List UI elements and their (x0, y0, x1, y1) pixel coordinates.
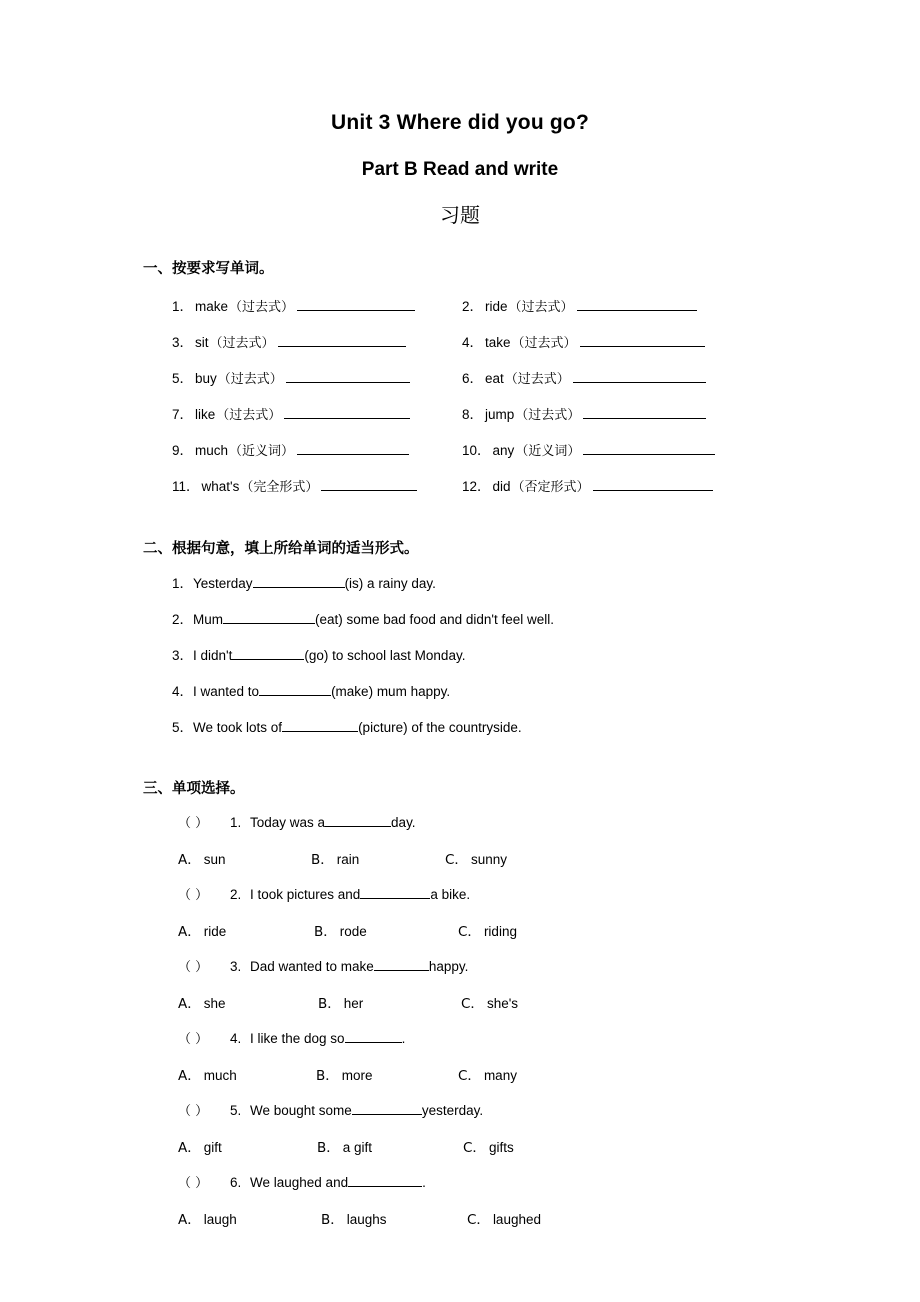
item-number: 5． (172, 720, 194, 735)
option-choice[interactable] (316, 1064, 373, 1084)
question-text-after: happy. (428, 958, 469, 974)
word-form-item (462, 439, 812, 459)
item-number: 11． (172, 478, 200, 494)
option-choice[interactable] (178, 992, 226, 1012)
option-text: ride (203, 923, 227, 939)
option-letter: B． (314, 923, 337, 940)
item-number: 2. (230, 886, 242, 902)
word-form-item (172, 439, 462, 459)
option-letter: B． (318, 995, 341, 1012)
answer-blank[interactable] (284, 406, 410, 419)
option-choice[interactable] (314, 920, 367, 940)
option-row (178, 848, 920, 884)
option-letter: C． (458, 923, 481, 940)
item-word: any (492, 442, 515, 458)
word-form-item (172, 295, 462, 315)
answer-blank[interactable] (297, 442, 409, 455)
item-number: 7． (172, 406, 194, 422)
option-text: laugh (203, 1211, 237, 1227)
question-text-after: . (422, 1174, 426, 1190)
fill-in-blank-item (172, 608, 920, 644)
item-number: 4． (462, 334, 484, 350)
option-letter: A． (178, 1211, 201, 1228)
answer-blank[interactable] (583, 442, 715, 455)
section-2-header: 二、根据句意，填上所给单词的适当形式。 (143, 540, 419, 557)
answer-bracket[interactable]: （ ） (178, 959, 209, 975)
word-form-row (172, 439, 812, 475)
option-letter: C． (467, 1211, 490, 1228)
option-row (178, 1064, 920, 1100)
fill-in-blank-item (172, 680, 920, 716)
answer-blank[interactable] (593, 478, 713, 491)
item-number: 1． (172, 576, 194, 591)
item-hint: （过去式） (504, 371, 570, 387)
option-letter: A． (178, 1067, 201, 1084)
option-text: rode (339, 923, 367, 939)
item-word: ride (485, 298, 508, 314)
option-letter: C． (445, 851, 468, 868)
item-hint: （过去式） (229, 299, 295, 315)
option-text: laughed (492, 1211, 541, 1227)
item-hint: （近义词） (515, 443, 581, 459)
answer-blank[interactable] (286, 370, 410, 383)
option-letter: A． (178, 1139, 201, 1156)
option-choice[interactable] (178, 1064, 237, 1084)
option-choice[interactable] (178, 1208, 237, 1228)
answer-blank[interactable] (232, 647, 304, 660)
item-word: make (195, 298, 229, 314)
option-text: many (483, 1067, 517, 1083)
section-1-header: 一、按要求写单词。 (143, 261, 274, 277)
option-text: she (203, 995, 226, 1011)
item-hint: （过去式） (511, 335, 577, 351)
option-choice[interactable] (461, 992, 518, 1012)
option-letter: C． (463, 1139, 486, 1156)
item-number: 3. (230, 958, 242, 974)
option-choice[interactable] (178, 1136, 222, 1156)
answer-blank[interactable] (583, 406, 706, 419)
word-form-row (172, 475, 812, 511)
item-hint: （过去式） (216, 407, 282, 423)
answer-blank[interactable] (278, 334, 406, 347)
answer-blank[interactable] (573, 370, 706, 383)
answer-bracket[interactable]: （ ） (178, 887, 209, 903)
item-number: 3． (172, 334, 194, 350)
word-form-row (172, 403, 812, 439)
item-number: 1. (230, 814, 242, 830)
option-row (178, 1136, 920, 1172)
item-word: like (195, 406, 216, 422)
option-text: much (203, 1067, 237, 1083)
answer-blank[interactable] (223, 611, 315, 624)
word-form-item (172, 367, 462, 387)
option-choice[interactable] (458, 920, 517, 940)
option-row (178, 992, 920, 1028)
option-choice[interactable] (317, 1136, 372, 1156)
multiple-choice-question (178, 1100, 920, 1136)
word-form-item (462, 331, 812, 351)
answer-bracket[interactable]: （ ） (178, 815, 209, 831)
option-text: laughs (346, 1211, 387, 1227)
item-hint: （过去式） (209, 335, 275, 351)
answer-blank[interactable] (348, 1174, 422, 1187)
item-number: 2． (172, 612, 194, 627)
answer-blank[interactable] (325, 814, 391, 827)
sentence-text-after: (is) a rainy day. (344, 576, 436, 591)
question-text-before: Today was a (250, 814, 326, 830)
option-choice[interactable] (463, 1136, 514, 1156)
option-letter: C． (458, 1067, 481, 1084)
word-form-row (172, 295, 812, 331)
sentence-text-before: Yesterday (193, 576, 253, 591)
option-choice[interactable] (178, 920, 226, 940)
option-text: riding (483, 923, 517, 939)
option-text: more (341, 1067, 373, 1083)
item-word: sit (195, 334, 209, 350)
item-hint: （过去式） (508, 299, 574, 315)
fill-in-blank-item (172, 572, 920, 608)
item-word: what's (201, 478, 240, 494)
option-choice[interactable] (311, 848, 359, 868)
fill-in-blank-item (172, 644, 920, 680)
word-form-item (462, 403, 812, 423)
item-word: did (492, 478, 511, 494)
item-number: 4． (172, 684, 194, 699)
answer-blank[interactable] (374, 958, 429, 971)
item-hint: （完全形式） (240, 479, 319, 495)
item-number: 2． (462, 298, 484, 314)
item-number: 6. (230, 1174, 242, 1190)
answer-blank[interactable] (297, 298, 415, 311)
answer-blank[interactable] (580, 334, 705, 347)
question-text-after: day. (391, 814, 416, 830)
sentence-text-after: (picture) of the countryside. (358, 720, 522, 735)
sentence-text-before: I wanted to (193, 684, 260, 699)
sentence-text-after: (make) mum happy. (331, 684, 451, 699)
question-text-before: We bought some (250, 1102, 352, 1118)
item-word: buy (195, 370, 217, 386)
item-hint: （否定形式） (511, 479, 590, 495)
word-form-item (172, 403, 462, 423)
option-letter: B． (317, 1139, 340, 1156)
word-form-row (172, 331, 812, 367)
multiple-choice-question (178, 812, 920, 848)
word-form-item (172, 475, 462, 495)
option-text: gifts (488, 1139, 514, 1155)
answer-bracket[interactable]: （ ） (178, 1031, 209, 1047)
multiple-choice-question (178, 884, 920, 920)
option-choice[interactable] (178, 848, 226, 868)
exercise-label: 习题 (440, 203, 480, 227)
option-text: sunny (470, 851, 507, 867)
answer-blank[interactable] (282, 719, 358, 732)
multiple-choice-question (178, 1028, 920, 1064)
item-number: 9． (172, 442, 194, 458)
item-word: much (195, 442, 229, 458)
option-text: she's (486, 995, 519, 1011)
answer-bracket[interactable]: （ ） (178, 1103, 209, 1119)
option-letter: A． (178, 851, 201, 868)
option-choice[interactable] (445, 848, 507, 868)
sentence-text-before: I didn't (193, 648, 233, 663)
item-number: 1． (172, 298, 194, 314)
question-text-after: . (401, 1030, 406, 1046)
multiple-choice-question (178, 1172, 920, 1208)
option-text: gift (203, 1139, 222, 1155)
answer-blank[interactable] (360, 886, 430, 899)
option-choice[interactable] (467, 1208, 541, 1228)
sentence-text-before: Mum (193, 612, 224, 627)
option-row (178, 920, 920, 956)
page-subtitle: Part B Read and write (361, 159, 559, 180)
option-text: a gift (342, 1139, 373, 1155)
item-number: 4. (230, 1030, 242, 1046)
question-text-after: yesterday. (421, 1102, 484, 1118)
option-letter: A． (178, 923, 201, 940)
title-block (0, 0, 920, 225)
fill-in-blank-list (172, 572, 920, 752)
question-text-before: Dad wanted to make (250, 958, 374, 974)
item-number: 6． (462, 370, 484, 386)
item-word: take (485, 334, 511, 350)
option-row (178, 1208, 920, 1244)
page-title: Unit 3 Where did you go? (331, 111, 589, 134)
item-hint: （过去式） (217, 371, 283, 387)
option-letter: B． (311, 851, 334, 868)
word-form-item (462, 295, 812, 315)
word-form-item (462, 475, 812, 495)
item-number: 12． (462, 478, 491, 494)
word-form-item (462, 367, 812, 387)
multiple-choice-question (178, 956, 920, 992)
sentence-text-after: (go) to school last Monday. (304, 648, 466, 663)
fill-in-blank-item (172, 716, 920, 752)
item-hint: （过去式） (515, 407, 581, 423)
item-number: 5. (230, 1102, 242, 1118)
option-choice[interactable] (321, 1208, 387, 1228)
option-choice[interactable] (458, 1064, 517, 1084)
question-text-before: We laughed and (250, 1174, 349, 1190)
answer-blank[interactable] (352, 1102, 422, 1115)
item-number: 8． (462, 406, 484, 422)
item-number: 3． (172, 648, 194, 663)
sentence-text-after: (eat) some bad food and didn't feel well. (315, 612, 554, 627)
item-word: jump (485, 406, 515, 422)
word-form-row (172, 367, 812, 403)
word-form-item (172, 331, 462, 351)
word-form-list (172, 295, 812, 511)
answer-bracket[interactable]: （ ） (178, 1175, 209, 1191)
section-3-header: 三、单项选择。 (143, 781, 245, 797)
answer-blank[interactable] (253, 575, 345, 588)
sentence-text-before: We took lots of (193, 720, 283, 735)
option-text: sun (203, 851, 226, 867)
answer-blank[interactable] (259, 683, 331, 696)
item-number: 10． (462, 442, 491, 458)
question-text-after: a bike. (430, 886, 471, 902)
option-letter: C． (461, 995, 484, 1012)
multiple-choice-list (178, 812, 920, 1244)
item-word: eat (485, 370, 504, 386)
item-number: 5． (172, 370, 194, 386)
option-choice[interactable] (318, 992, 363, 1012)
option-text: rain (336, 851, 360, 867)
answer-blank[interactable] (321, 478, 417, 491)
question-text-before: I took pictures and (250, 886, 361, 902)
answer-blank[interactable] (577, 298, 697, 311)
question-text-before: I like the dog so (250, 1030, 345, 1046)
option-letter: B． (316, 1067, 339, 1084)
answer-blank[interactable] (345, 1030, 402, 1043)
option-letter: A． (178, 995, 201, 1012)
option-text: her (343, 995, 364, 1011)
item-hint: （近义词） (229, 443, 295, 459)
option-letter: B． (321, 1211, 344, 1228)
